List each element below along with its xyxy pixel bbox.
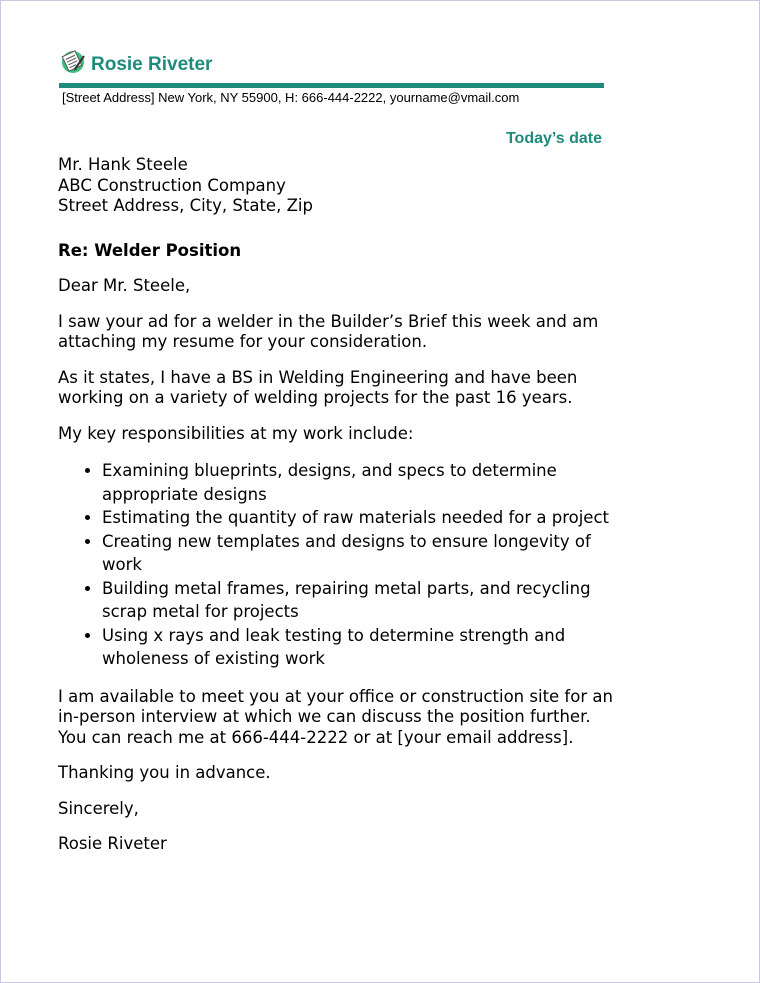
recipient-block <box>58 155 618 217</box>
list-item: • Creating new templates and designs to ensure longevity of work <box>102 530 618 577</box>
signature-name: Rosie Riveter <box>58 834 167 853</box>
list-item: • Building metal frames, repairing metal parts, and recycling scrap metal for projects <box>102 577 618 624</box>
list-item: • Using x rays and leak testing to determine strength and wholeness of existing work <box>102 624 618 671</box>
sender-contact: [Street Address] New York, NY 55900, H: 666-444-2222, yourname@vmail.com <box>62 90 520 105</box>
paragraph: Thanking you in advance. <box>58 763 271 782</box>
header-rule <box>59 83 604 88</box>
letter-body <box>58 155 618 855</box>
recipient-name: Mr. Hank Steele <box>58 155 188 174</box>
letter-date: Today’s date <box>505 130 602 147</box>
responsibilities-list <box>58 459 618 671</box>
document-pen-icon <box>59 47 87 75</box>
letterhead <box>59 45 604 105</box>
signoff: Sincerely, <box>58 798 139 818</box>
sender-name: Rosie Riveter <box>91 53 213 75</box>
recipient-address: Street Address, City, State, Zip <box>58 196 313 215</box>
salutation: Dear Mr. Steele, <box>58 276 191 295</box>
subject-line: Re: Welder Position <box>58 240 242 260</box>
list-item: • Examining blueprints, designs, and specs to determine appropriate designs <box>102 459 618 506</box>
paragraph: As it states, I have a BS in Welding Engineering and have been working on a variety of welding projects for the past 16 years. <box>58 367 578 407</box>
list-item: • Estimating the quantity of raw materials needed for a project <box>102 506 618 530</box>
paragraph: My key responsibilities at my work include: <box>58 423 414 443</box>
paragraph: I saw your ad for a welder in the Builder’s Brief this week and am attaching my resume for your consideration. <box>58 311 599 351</box>
logo-row <box>59 45 604 81</box>
recipient-company: ABC Construction Company <box>58 175 286 195</box>
paragraph: I am available to meet you at your office or construction site for an in-person interview at which we can discuss the position further. You can reach me at 666-444-2222 or at [your email address]. <box>58 686 613 747</box>
